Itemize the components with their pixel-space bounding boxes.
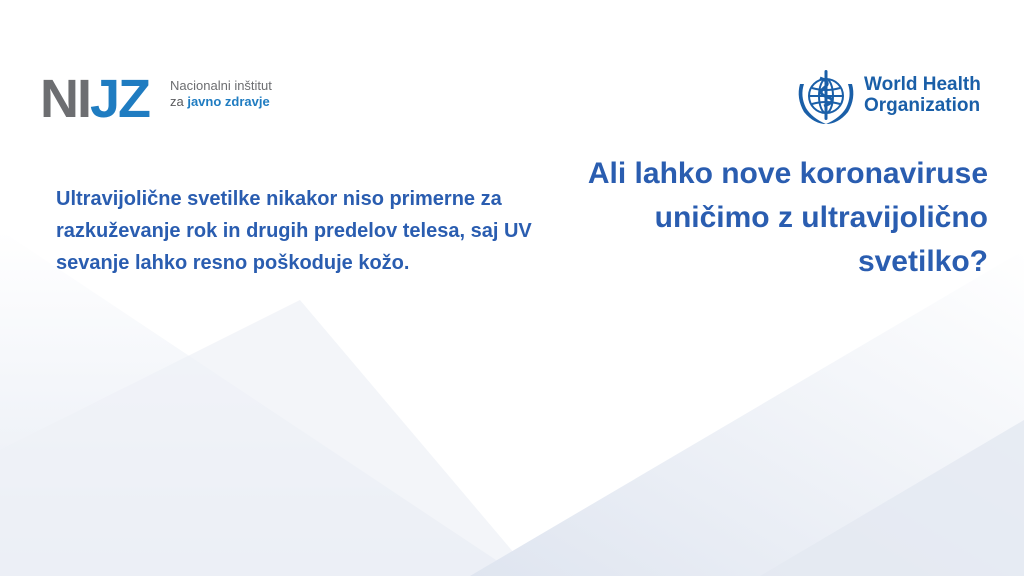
- answer-text: Ultravijolične svetilke nikakor niso primerne za razkuževanje rok in drugih predelov telesa, saj UV sevanje lahko resno poškoduje kožo.: [56, 188, 532, 274]
- nijz-name-highlight: javno zdravje: [187, 94, 270, 109]
- nijz-name-line1: Nacionalni inštitut: [170, 78, 272, 93]
- who-name-line2: Organization: [864, 95, 981, 116]
- who-name: [864, 74, 981, 116]
- question-heading: Ali lahko nove koronaviruse uničimo z ultravijolično svetilko?: [587, 157, 988, 278]
- nijz-mark: [40, 69, 150, 129]
- who-logo: [794, 64, 994, 128]
- nijz-name-line2: [170, 94, 272, 110]
- nijz-mark-ni: NI: [40, 69, 90, 129]
- nijz-logo: [40, 69, 330, 142]
- who-emblem-icon: [794, 64, 858, 128]
- nijz-name-prefix: za: [170, 94, 188, 109]
- nijz-mark-jz: JZ: [90, 69, 150, 129]
- who-name-line1: World Health: [864, 74, 981, 95]
- nijz-name: [170, 78, 272, 110]
